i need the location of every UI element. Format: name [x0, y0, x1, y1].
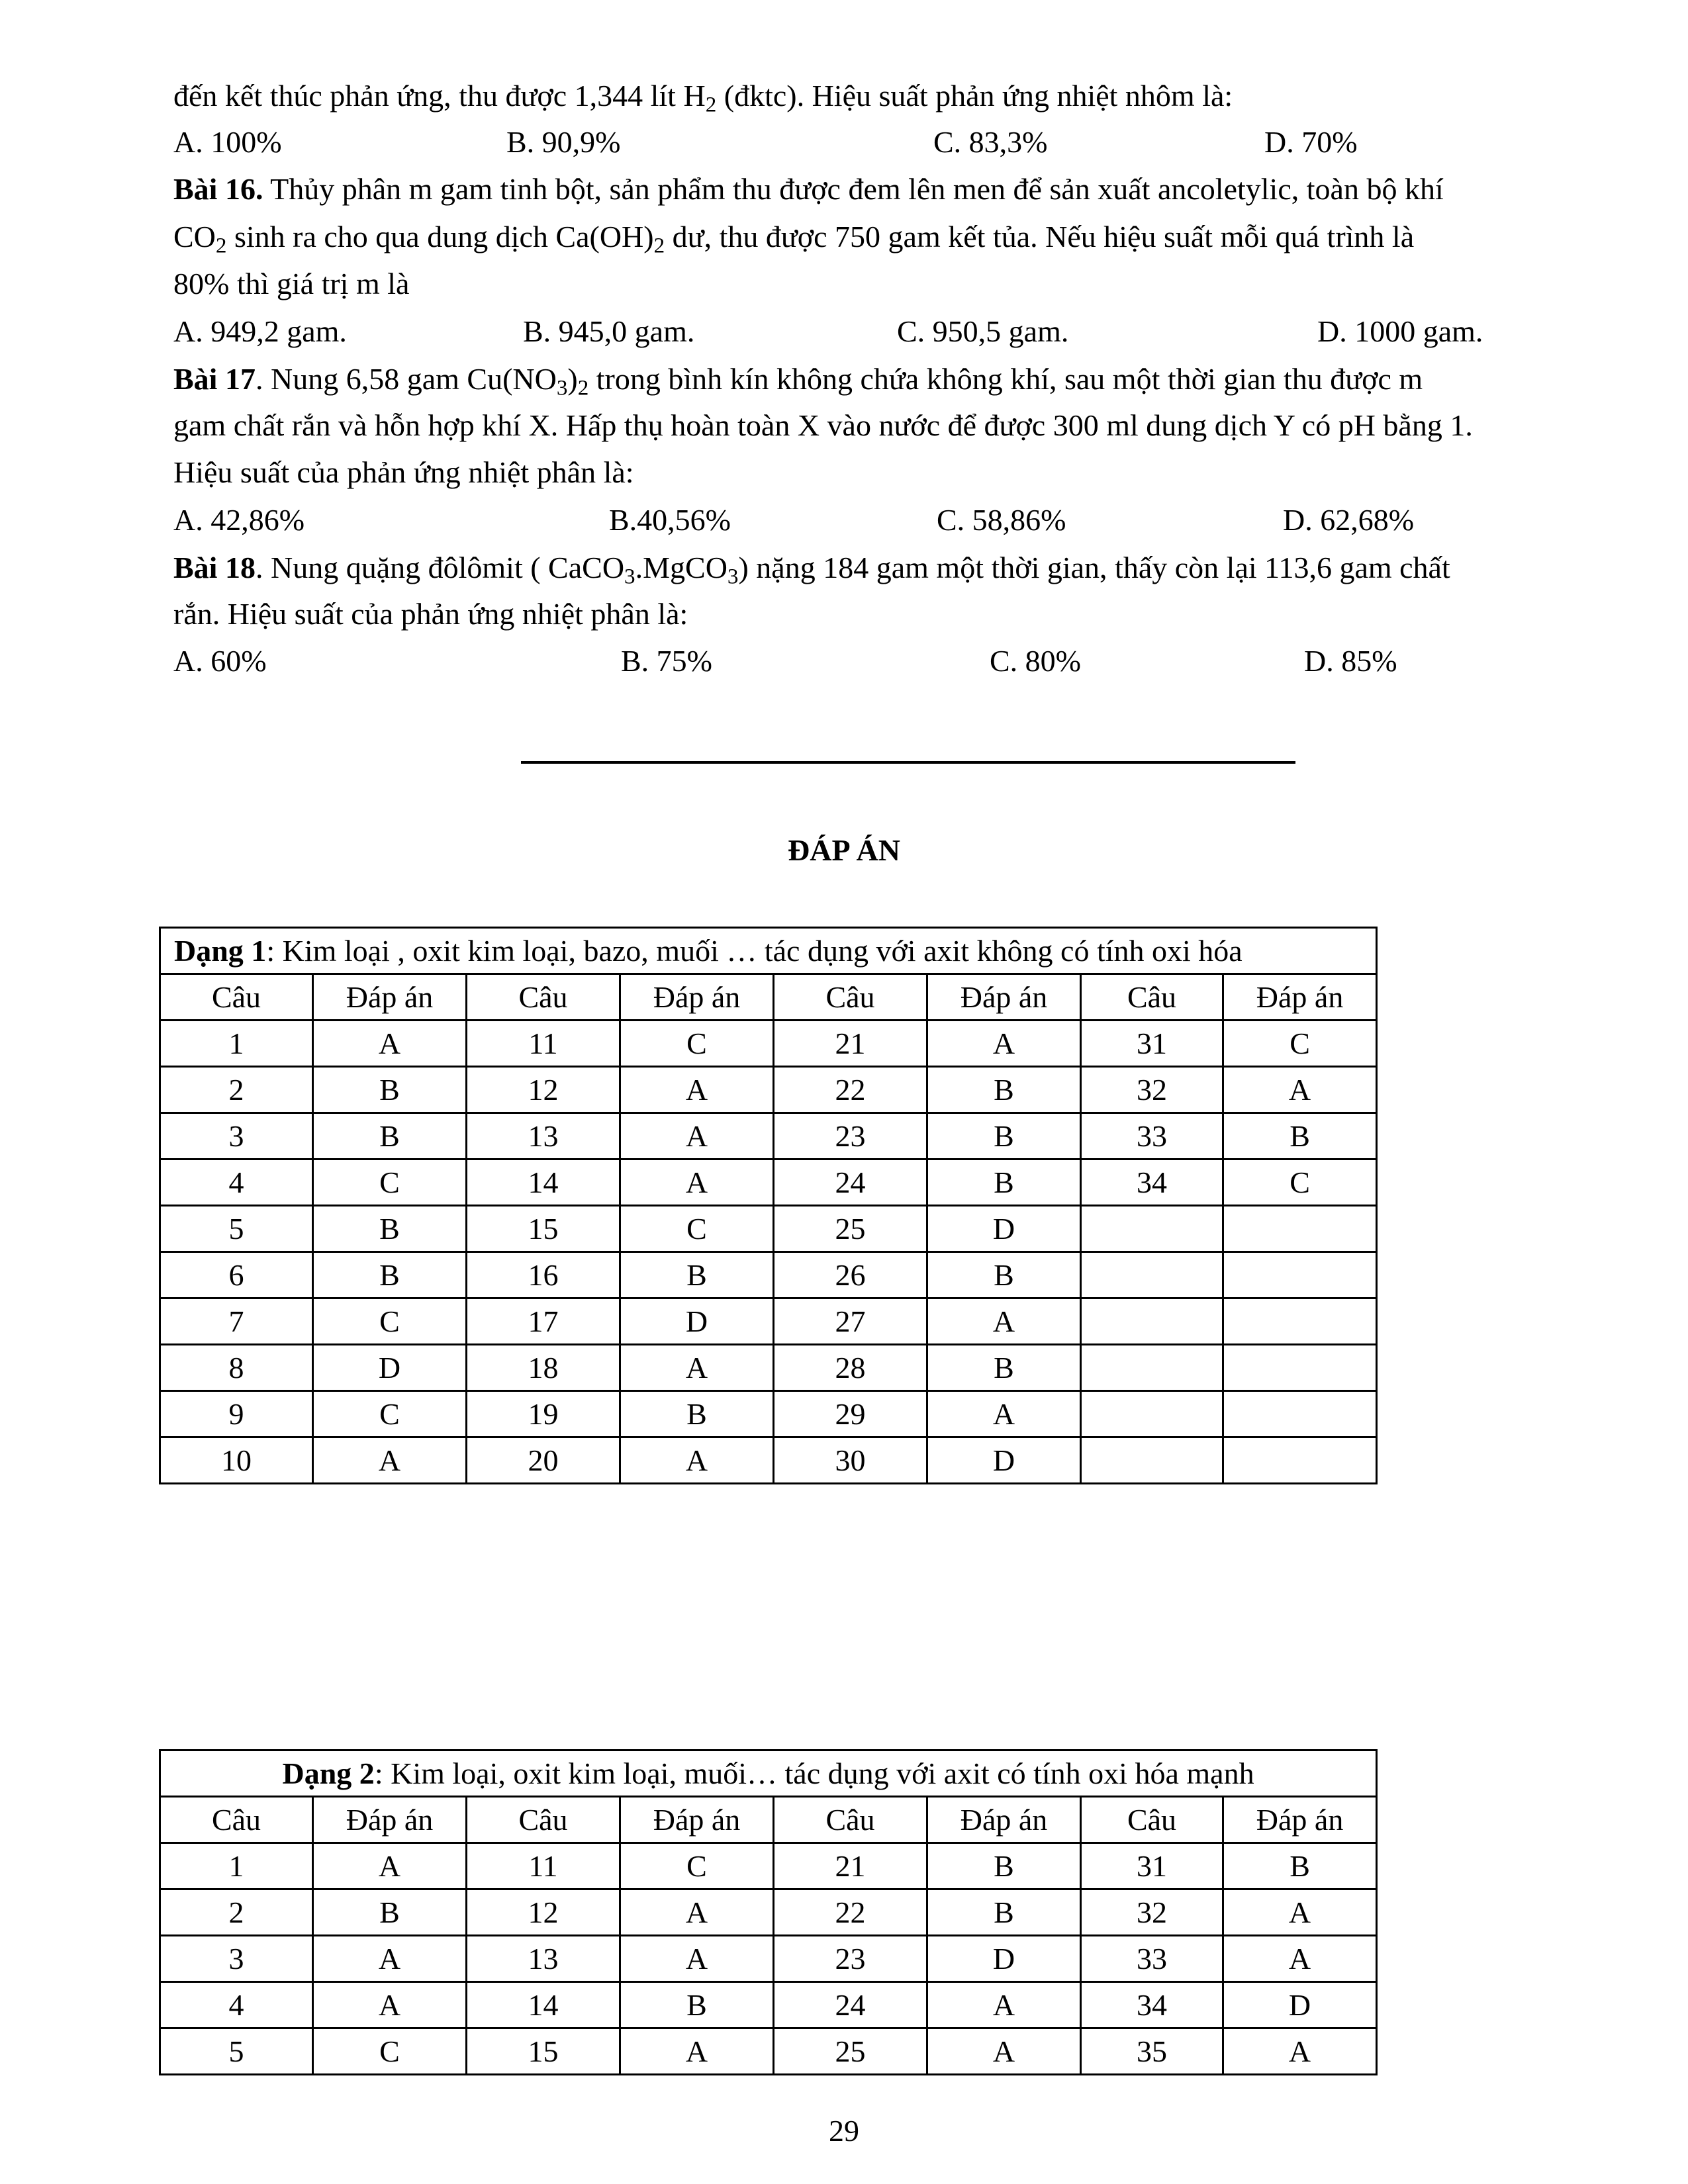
table-cell: A	[1223, 1936, 1377, 1982]
table-cell	[1081, 1206, 1223, 1252]
q18-option-b: B. 75%	[621, 644, 712, 678]
intro-option-d: D. 70%	[1264, 125, 1358, 159]
table-cell: D	[927, 1206, 1081, 1252]
table-cell: 23	[774, 1113, 927, 1160]
table-cell: A	[620, 2028, 774, 2075]
column-header: Đáp án	[1223, 974, 1377, 1021]
table-cell: B	[927, 1113, 1081, 1160]
table-cell: C	[1223, 1160, 1377, 1206]
table-cell: 23	[774, 1936, 927, 1982]
table-cell: B	[313, 1067, 467, 1113]
table-cell: 5	[160, 1206, 313, 1252]
page-number: 29	[829, 2114, 859, 2148]
table-cell: 24	[774, 1160, 927, 1206]
table-cell: 2	[160, 1889, 313, 1936]
table-cell	[1223, 1298, 1377, 1345]
table-cell: 27	[774, 1298, 927, 1345]
table-row	[160, 1252, 1377, 1298]
table-cell	[1223, 1252, 1377, 1298]
table-cell: 4	[160, 1160, 313, 1206]
intro-line: đến kết thúc phản ứng, thu được 1,344 lít $H_2$ (đktc). Hiệu suất phản ứng nhiệt nhôm là:	[173, 79, 1233, 117]
table-cell: C	[313, 1160, 467, 1206]
q18-option-a: A. 60%	[173, 644, 267, 678]
table-cell: 17	[467, 1298, 620, 1345]
answer-table-dang-2	[159, 1749, 1378, 2075]
q17-line2: gam chất rắn và hỗn hợp khí X. Hấp thụ hoàn toàn X vào nước để được 300 ml dung dịch Y có pH bằng 1.	[173, 408, 1473, 442]
table-cell: A	[620, 1345, 774, 1391]
table-row	[160, 1206, 1377, 1252]
q18-line2: rắn. Hiệu suất của phản ứng nhiệt phân là:	[173, 597, 688, 631]
intro-option-b: B. 90,9%	[506, 125, 621, 159]
table-cell: B	[927, 1067, 1081, 1113]
table-cell: D	[1223, 1982, 1377, 2028]
table-cell: A	[313, 1936, 467, 1982]
table-cell: A	[927, 1298, 1081, 1345]
table-cell: 29	[774, 1391, 927, 1437]
q16-option-d: D. 1000 gam.	[1317, 314, 1483, 348]
column-header: Câu	[1081, 1797, 1223, 1843]
table-cell: 32	[1081, 1067, 1223, 1113]
table-cell: D	[313, 1345, 467, 1391]
table-cell: B	[313, 1113, 467, 1160]
table-cell: B	[620, 1982, 774, 2028]
table-cell	[1223, 1206, 1377, 1252]
table-cell: 8	[160, 1345, 313, 1391]
table-cell: A	[927, 1982, 1081, 2028]
q18-line1: Bài 18. Nung quặng đôlômit ( CaCO$_3$.MgCO$_3$) nặng 184 gam một thời gian, thấy còn lại 113,6 gam chất	[173, 551, 1450, 589]
table-cell: 12	[467, 1067, 620, 1113]
table-row	[160, 1160, 1377, 1206]
table-cell: 3	[160, 1113, 313, 1160]
table-cell: A	[620, 1889, 774, 1936]
table-cell: C	[620, 1206, 774, 1252]
column-header: Đáp án	[620, 974, 774, 1021]
table-title: Dạng 1: Kim loại , oxit kim loại, bazo, muối … tác dụng với axit không có tính oxi hóa	[160, 928, 1377, 974]
table-row	[160, 1936, 1377, 1982]
table-row	[160, 1889, 1377, 1936]
column-header: Câu	[1081, 974, 1223, 1021]
table-cell: 34	[1081, 1160, 1223, 1206]
table-cell	[1081, 1298, 1223, 1345]
table-cell: A	[927, 1021, 1081, 1067]
q16-option-a: A. 949,2 gam.	[173, 314, 347, 348]
table-cell: C	[1223, 1021, 1377, 1067]
q18-option-c: C. 80%	[990, 644, 1081, 678]
table-cell: D	[927, 1437, 1081, 1484]
q17-option-c: C. 58,86%	[937, 503, 1066, 537]
table-cell: 16	[467, 1252, 620, 1298]
table-row	[160, 1113, 1377, 1160]
q17-option-a: A. 42,86%	[173, 503, 305, 537]
table-cell: 15	[467, 2028, 620, 2075]
section-divider	[521, 761, 1295, 764]
table-cell: 12	[467, 1889, 620, 1936]
column-header: Câu	[774, 1797, 927, 1843]
table-cell: 14	[467, 1160, 620, 1206]
table-cell: C	[620, 1843, 774, 1889]
table-cell: 5	[160, 2028, 313, 2075]
column-header: Đáp án	[313, 974, 467, 1021]
table-cell: 4	[160, 1982, 313, 2028]
table-cell: 20	[467, 1437, 620, 1484]
table-cell: 25	[774, 1206, 927, 1252]
table-cell: C	[313, 1391, 467, 1437]
table-cell: 13	[467, 1936, 620, 1982]
table-cell	[1081, 1391, 1223, 1437]
table-cell: 25	[774, 2028, 927, 2075]
table-cell	[1223, 1437, 1377, 1484]
table-cell: 21	[774, 1021, 927, 1067]
table-cell: 3	[160, 1936, 313, 1982]
table-cell: B	[620, 1252, 774, 1298]
column-header: Đáp án	[313, 1797, 467, 1843]
table-cell: B	[1223, 1843, 1377, 1889]
table-cell: B	[313, 1206, 467, 1252]
table-cell: 33	[1081, 1936, 1223, 1982]
table-cell: 22	[774, 1889, 927, 1936]
q16-line3: 80% thì giá trị m là	[173, 267, 410, 300]
table-cell: 30	[774, 1437, 927, 1484]
table-cell: 13	[467, 1113, 620, 1160]
table-cell: B	[927, 1889, 1081, 1936]
table-cell: A	[620, 1437, 774, 1484]
table-cell: 31	[1081, 1021, 1223, 1067]
table-row	[160, 1298, 1377, 1345]
table-cell: 35	[1081, 2028, 1223, 2075]
answer-table-dang-1	[159, 927, 1378, 1484]
table-header-row	[160, 974, 1377, 1021]
table-cell: C	[313, 1298, 467, 1345]
q17-option-b: B.40,56%	[609, 503, 731, 537]
q16-option-c: C. 950,5 gam.	[897, 314, 1069, 348]
table-cell: A	[313, 1437, 467, 1484]
table-cell: A	[313, 1982, 467, 2028]
answer-heading: ĐÁP ÁN	[788, 833, 900, 867]
table-cell: 19	[467, 1391, 620, 1437]
column-header: Câu	[160, 974, 313, 1021]
table-cell: D	[620, 1298, 774, 1345]
q16-line1: Bài 16. Thủy phân m gam tinh bột, sản phẩm thu được đem lên men để sản xuất ancoletylic, toàn bộ khí	[173, 172, 1444, 206]
table-cell: 2	[160, 1067, 313, 1113]
table-cell: 22	[774, 1067, 927, 1113]
column-header: Đáp án	[927, 974, 1081, 1021]
q16-option-b: B. 945,0 gam.	[523, 314, 695, 348]
table-cell: 34	[1081, 1982, 1223, 2028]
table-row	[160, 1982, 1377, 2028]
table-cell: 24	[774, 1982, 927, 2028]
table-cell: B	[313, 1889, 467, 1936]
table-cell: 1	[160, 1021, 313, 1067]
table-cell	[1081, 1345, 1223, 1391]
table-cell: B	[927, 1252, 1081, 1298]
table-cell: 18	[467, 1345, 620, 1391]
table-cell: B	[1223, 1113, 1377, 1160]
q17-line3: Hiệu suất của phản ứng nhiệt phân là:	[173, 455, 634, 489]
table-cell: A	[620, 1160, 774, 1206]
table-title: Dạng 2: Kim loại, oxit kim loại, muối… tác dụng với axit có tính oxi hóa mạnh	[160, 1751, 1377, 1797]
column-header: Đáp án	[620, 1797, 774, 1843]
table-cell: 21	[774, 1843, 927, 1889]
table-cell: A	[1223, 1889, 1377, 1936]
table-cell: 7	[160, 1298, 313, 1345]
table-cell	[1223, 1345, 1377, 1391]
table-row	[160, 1391, 1377, 1437]
q16-line2: $CO_2$ sinh ra cho qua dung dịch $Ca(OH)_2$ dư, thu được 750 gam kết tủa. Nếu hiệu suất mỗi quá trình là	[173, 220, 1415, 258]
table-row	[160, 2028, 1377, 2075]
table-cell: A	[620, 1113, 774, 1160]
intro-option-a: A. 100%	[173, 125, 282, 159]
table-cell: B	[620, 1391, 774, 1437]
table-cell: B	[927, 1345, 1081, 1391]
table-cell: B	[313, 1252, 467, 1298]
table-cell: C	[313, 2028, 467, 2075]
table-cell: 28	[774, 1345, 927, 1391]
table-header-row	[160, 1797, 1377, 1843]
table-cell: A	[1223, 1067, 1377, 1113]
table-row	[160, 1345, 1377, 1391]
intro-option-c: C. 83,3%	[933, 125, 1048, 159]
table-cell: B	[927, 1843, 1081, 1889]
table-cell: 14	[467, 1982, 620, 2028]
table-cell	[1081, 1437, 1223, 1484]
table-cell: 11	[467, 1021, 620, 1067]
column-header: Câu	[467, 974, 620, 1021]
table-cell	[1081, 1252, 1223, 1298]
q17-option-d: D. 62,68%	[1283, 503, 1415, 537]
table-cell: 33	[1081, 1113, 1223, 1160]
table-cell: A	[620, 1067, 774, 1113]
table-cell: A	[620, 1936, 774, 1982]
table-cell: 9	[160, 1391, 313, 1437]
table-row	[160, 1067, 1377, 1113]
column-header: Đáp án	[927, 1797, 1081, 1843]
table-cell: 10	[160, 1437, 313, 1484]
table-cell: 1	[160, 1843, 313, 1889]
table-cell: A	[313, 1021, 467, 1067]
table-cell: 26	[774, 1252, 927, 1298]
column-header: Câu	[160, 1797, 313, 1843]
table-cell: 32	[1081, 1889, 1223, 1936]
table-cell: A	[927, 2028, 1081, 2075]
table-cell	[1223, 1391, 1377, 1437]
table-cell: D	[927, 1936, 1081, 1982]
table-cell: A	[313, 1843, 467, 1889]
table-row	[160, 1437, 1377, 1484]
table-cell: C	[620, 1021, 774, 1067]
table-cell: 31	[1081, 1843, 1223, 1889]
q17-line1: Bài 17. Nung 6,58 gam $Cu(NO_3)_2$ trong bình kín không chứa không khí, sau một thời gian thu được m	[173, 362, 1423, 400]
table-row	[160, 1843, 1377, 1889]
table-row	[160, 1021, 1377, 1067]
table-cell: 11	[467, 1843, 620, 1889]
table-cell: 6	[160, 1252, 313, 1298]
column-header: Câu	[774, 974, 927, 1021]
table-cell: 15	[467, 1206, 620, 1252]
q18-option-d: D. 85%	[1304, 644, 1397, 678]
table-cell: B	[927, 1160, 1081, 1206]
table-cell: A	[927, 1391, 1081, 1437]
column-header: Câu	[467, 1797, 620, 1843]
column-header: Đáp án	[1223, 1797, 1377, 1843]
table-cell: A	[1223, 2028, 1377, 2075]
